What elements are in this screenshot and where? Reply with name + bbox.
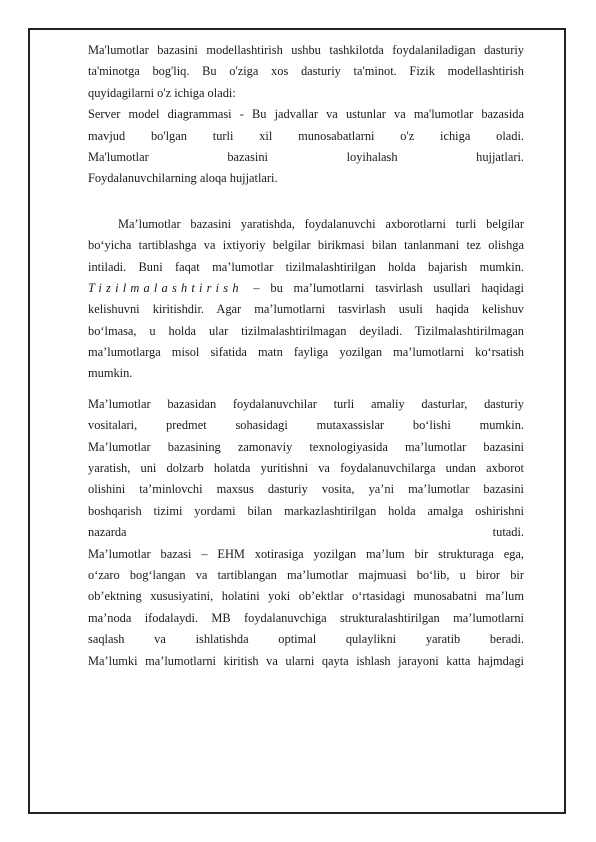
paragraph-database-users <box>88 394 524 672</box>
text-line: quyidagilarni o'z ichiga oladi: <box>88 85 236 100</box>
text-line: Ma’lumotlar bazasi – EHM xotirasiga yozilgan ma’lum bir strukturaga ega, <box>88 546 524 561</box>
text-line: Ma’lumki ma’lumotlarni kiritish va ularni qayta ishlash jarayoni katta hajmdagi <box>88 653 524 668</box>
text-line: intiladi. Buni faqat ma’lumotlar tizilmalashtirilgan holda bajarish mumkin. <box>88 259 524 274</box>
text-line: bo‘lmasa, u holda ular tizilmalashtirilmagan deyiladi. Tizilmalashtirilmagan <box>88 323 524 338</box>
text-line: mumkin. <box>88 366 133 381</box>
text-line: ta'minotga bog'liq. Bu o'ziga xos dasturiy ta'minot. Fizik modellashtirish <box>88 64 524 79</box>
text-line: o‘zaro bog‘langan va tartiblangan ma’lumotlar majmuasi bo‘lib, u biror bir <box>88 567 524 582</box>
term-definition: – bu ma’lumotlarni tasvirlash usullari haqidagi <box>242 280 524 295</box>
document-body <box>88 40 524 672</box>
text-line: yaratish, uni dolzarb holatda yuritishni va foydalanuvchilarga undan axborot <box>88 461 524 476</box>
text-line: mavjud bo'lgan turli xil munosabatlarni o'z ichiga oladi. <box>88 128 524 143</box>
text-line: bo‘yicha tartiblashga va ixtiyoriy belgilar birikmasi bilan tanlanmani tez olishga <box>88 238 524 253</box>
paragraph-modeling <box>88 40 524 190</box>
term-tizilmalashtirish: Tizilmalashtirish <box>88 280 243 295</box>
text-line: ma’noda ifodalaydi. MB foydalanuvchiga strukturalashtirilgan ma’lumotlarni <box>88 610 524 625</box>
text-line: ob’ektning xususiyatini, holatini yoki ob’ektlar o‘rtasidagi munosabatni ma’lum <box>88 589 524 604</box>
paragraph-structuring <box>88 214 524 385</box>
text-line: vositalari, predmet sohasidagi mutaxassislar bo‘lishi mumkin. <box>88 418 524 433</box>
text-line: nazarda tutadi. <box>88 525 524 540</box>
page-frame <box>28 28 566 814</box>
text-line: Ma'lumotlar bazasini loyihalash hujjatlari. <box>88 149 524 164</box>
text-line: Ma’lumotlar bazasidan foydalanuvchilar turli amaliy dasturlar, dasturiy <box>88 396 524 411</box>
text-line: Ma'lumotlar bazasini modellashtirish ushbu tashkilotda foydalaniladigan dasturiy <box>88 43 524 57</box>
text-line: Server model diagrammasi - Bu jadvallar va ustunlar va ma'lumotlar bazasida <box>88 107 524 122</box>
text-line: olishini ta’minlovchi maxsus dasturiy vosita, ya’ni ma’lumotlar bazasini <box>88 482 524 497</box>
text-line: Foydalanuvchilarning aloqa hujjatlari. <box>88 171 278 186</box>
text-line: Ma’lumotlar bazasini yaratishda, foydalanuvchi axborotlarni turli belgilar <box>118 216 524 231</box>
text-line: kelishuvni kiritishdir. Agar ma’lumotlarni tasvirlash usuli haqida kelishuv <box>88 302 524 317</box>
text-line: boshqarish tizimi yordami bilan markazlashtirilgan holda amalga oshirishni <box>88 503 524 518</box>
text-line: saqlash va ishlatishda optimal qulaylikni yaratib beradi. <box>88 632 524 647</box>
text-line: Ma’lumotlar bazasining zamonaviy texnologiyasida ma’lumotlar bazasini <box>88 439 524 454</box>
text-line: ma’lumotlarga misol sifatida matn fayliga yozilgan ma’lumotlarni ko‘rsatish <box>88 345 524 360</box>
text-line <box>88 278 524 299</box>
